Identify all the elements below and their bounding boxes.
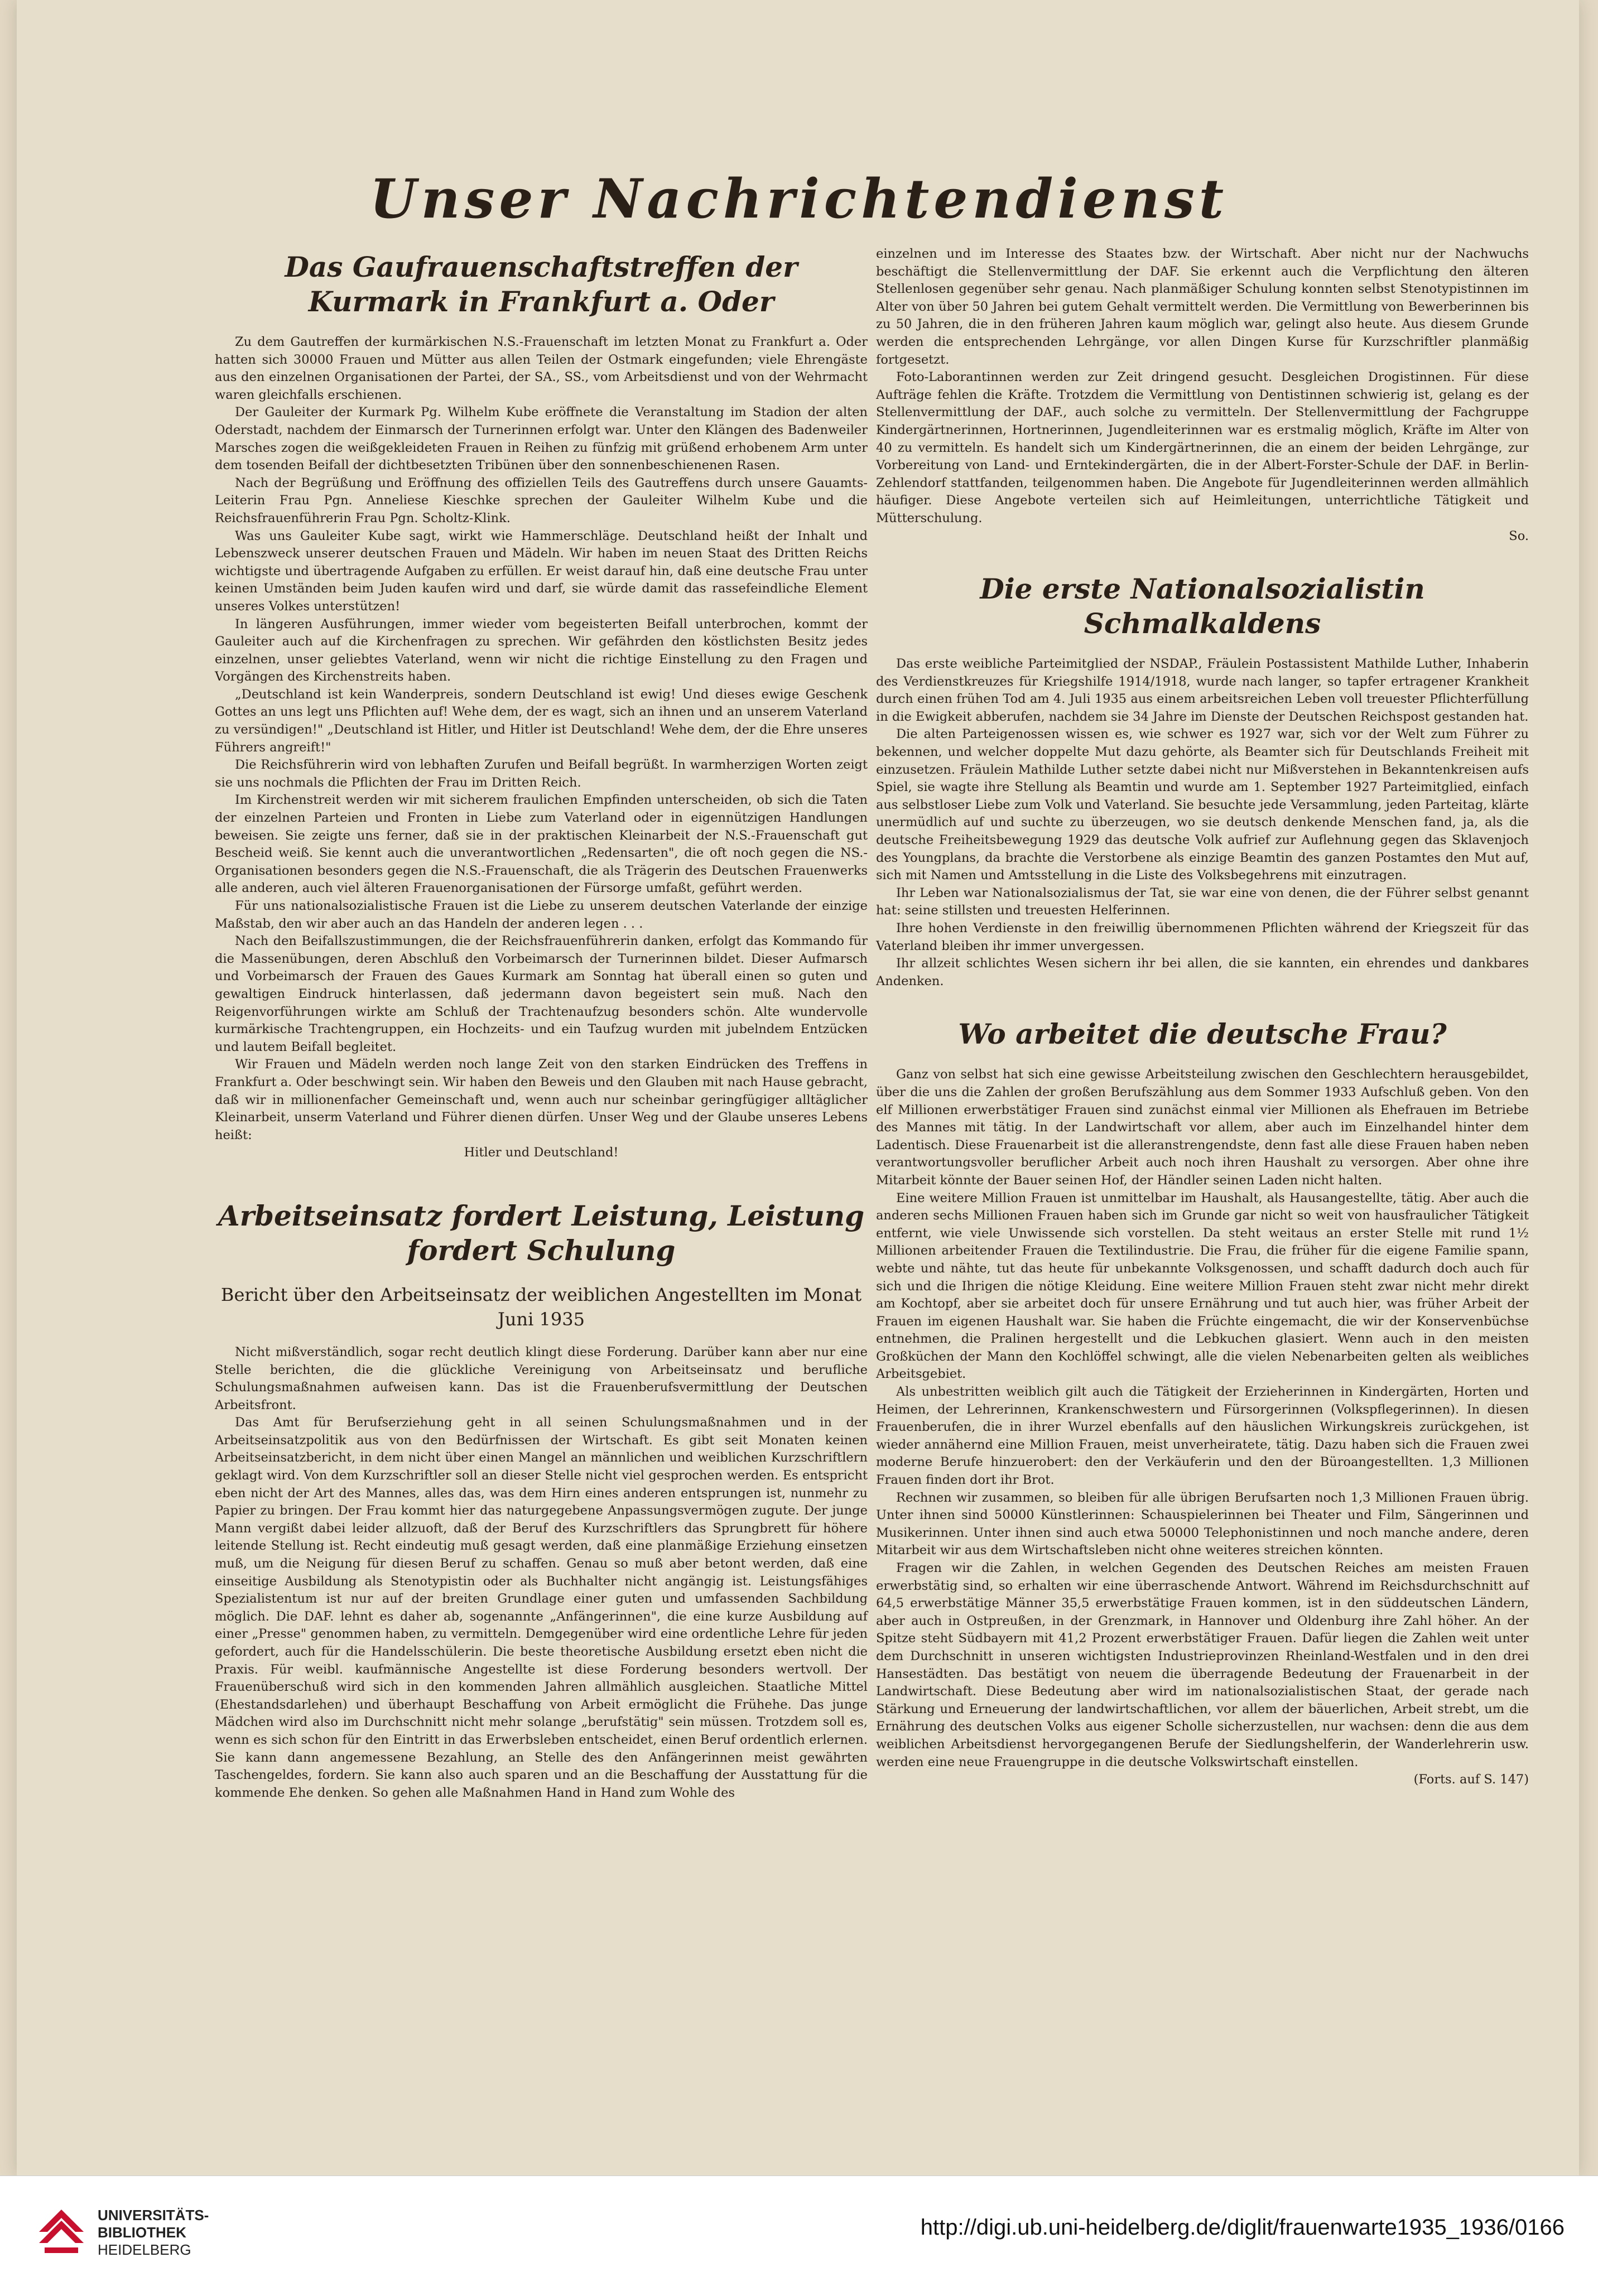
library-name-line: UNIVERSITÄTS-: [98, 2207, 209, 2223]
spacer: [876, 545, 1529, 567]
signature: So.: [1509, 528, 1529, 543]
paragraph: Ihre hohen Verdienste in den freiwillig übernommenen Pflichten während der Kriegszeit für das Vaterland bleiben ihr immer unvergessen.: [876, 921, 1529, 953]
left-column: [215, 245, 868, 1802]
article-title-gaufrauenschaftstreffen: Das Gaufrauenschaftstreffen der Kurmark in Frankfurt a. Oder: [285, 250, 798, 318]
paragraph: Für uns nationalsozialistische Frauen ist die Liebe zu unserem deutschen Vaterlande der einzige Maßstab, den wir aber auch an das Handeln der anderen legen . . .: [215, 899, 868, 931]
article-subtitle: Bericht über den Arbeitseinsatz der weiblichen Angestellten im Monat Juni 1935: [220, 1284, 862, 1330]
continuation-note: (Forts. auf S. 147): [1413, 1772, 1529, 1787]
paragraph: Ihr allzeit schlichtes Wesen sichern ihr bei allen, die sie kannten, ein ehrendes und dankbares Andenken.: [876, 956, 1529, 988]
paragraph: Nach den Beifallszustimmungen, die der Reichsfrauenführerin danken, erfolgt das Kommando für die Massenübungen, deren Abschluß den Vorbeimarsch der Turnerinnen bildet. Dieser Aufmarsch und Vorbeimarsch der Frauen des Gaues Kurmark am Sonntag hat überall einen so guten und gewaltigen Eindruck hinterlassen, daß jedermann davon begeistert sein muß. Nach den Reigenvorführungen wirkte am Schluß der Trachtenaufzug besonders schön. Alte wundervolle kurmärkische Trachtengruppen, ein Hochzeits- und ein Taufzug wurden mit jubelndem Entzücken und lautem Beifall begleitet.: [215, 934, 868, 1054]
paragraph: „Deutschland ist kein Wanderpreis, sondern Deutschland ist ewig! Und dieses ewige Geschenk Gottes an uns legt uns Pflichten auf! Wehe dem, der es wagt, sich an ihnen und an unserem Vaterland zu versündigen!" „Deutschland ist Hitler, und Hitler ist Deutschland! Wehe dem, der die Ehre unseres Führers angreift!": [215, 687, 868, 755]
right-column: [876, 245, 1529, 1789]
library-name: [98, 2207, 209, 2259]
paragraph: Was uns Gauleiter Kube sagt, wirkt wie Hammerschläge. Deutschland heißt der Inhalt und Lebenszweck unserer deutschen Frauen und Mädeln. Wir haben im neuen Staat des Dritten Reichs wichtigste und übertragende Aufgaben zu erfüllen. Er weist darauf hin, daß eine deutsche Frau unter keinen Umständen beim Juden kaufen wird und darf, sie würde damit das rassefeindliche Element unseres Volkes unterstützen!: [215, 528, 868, 614]
paragraph: Als unbestritten weiblich gilt auch die Tätigkeit der Erzieherinnen in Kindergärten, Horten und Heimen, der Lehrerinnen, Krankenschwestern und Fürsorgerinnen (Volkspflegerinnen). In diesen Frauenberufen, die in ihrer Wurzel ebenfalls auf den häuslichen Wirkungskreis zurückgehen, ist wieder annähernd eine Million Frauen, meist unverheiratete, tätig. Dazu haben sich die Frauen zwei moderne Berufe hinzuerobert: den der Verkäuferin und den der Büroangestellten. 1,3 Millionen Frauen finden dort ihr Brot.: [876, 1385, 1529, 1488]
paragraph: einzelnen und im Interesse des Staates bzw. der Wirtschaft. Aber nicht nur der Nachwuchs beschäftigt die Stellenvermittlung der DAF. Sie erkennt auch die Verpflichtung den älteren Stellenlosen gegenüber sehr genau. Nach planmäßiger Schulung konnten selbst Stenotypistinnen im Alter von über 50 Jahren bei gutem Gehalt vermittelt werden. Die Vermittlung von Bewerberinnen bis zu 50 Jahren, die in den früheren Jahren kaum möglich war, gelingt also heute. Aus diesem Grunde werden die entsprechenden Lehrgänge, vor allen Dingen Kurse für Kurzschriftler planmäßig fortgesetzt.: [876, 247, 1529, 367]
library-name-line: BIBLIOTHEK: [98, 2224, 186, 2241]
paragraph: Nach der Begrüßung und Eröffnung des offiziellen Teils des Gautreffens durch unsere Gauamts-Leiterin Frau Pgn. Anneliese Kieschke sprechen der Gauleiter Wilhelm Kube und die Reichsfrauenführerin Frau Pgn. Scholtz-Klink.: [215, 475, 868, 525]
spacer: [215, 1162, 868, 1194]
article-title-arbeitseinsatz: Arbeitseinsatz fordert Leistung, Leistung fordert Schulung: [218, 1199, 865, 1267]
paragraph: Eine weitere Million Frauen ist unmittelbar im Haushalt, als Hausangestellte, tätig. Aber auch die anderen sechs Millionen Frauen haben sich im Grunde gar nicht so weit von hausfraulicher Tätigkeit entfernt, wie viele Unwissende sich vorstellen. Da steht weitaus an erster Stelle mit rund 1½ Millionen arbeitender Frauen die Textilindustrie. Die Frau, die früher für die eigene Familie spann, webte und nähte, tut das heute für unbekannte Volksgenossen, und schafft dadurch doch auch für sich und die Ihrigen die nötige Kleidung. Eine weitere Million Frauen steht zwar nicht mehr direkt am Kochtopf, aber sie arbeitet doch für unsere Ernährung und tut auch hier, was früher Arbeit der Frauen im eigenen Haushalt war. Sie haben die Früchte eingemacht, die wir der Konservenbüchse entnehmen, die Pralinen hergestellt und die Lebkuchen glasiert. Wenn auch in den meisten Großküchen der Mann den Kochlöffel schwingt, alle die vielen Nebenarbeiten gelten als weibliches Arbeitsgebiet.: [876, 1190, 1529, 1382]
paragraph: Die Reichsführerin wird von lebhaften Zurufen und Beifall begrüßt. In warmherzigen Worten zeigt sie uns nochmals die Pflichten der Frau im Dritten Reich.: [215, 758, 868, 790]
library-name-line: HEIDELBERG: [98, 2241, 191, 2258]
paragraph: Die alten Parteigenossen wissen es, wie schwer es 1927 war, sich vor der Welt zum Führer zu bekennen, und welcher doppelte Mut dazu gehörte, als Beamter sich für Deutschlands Freiheit mit einzusetzen. Fräulein Mathilde Luther setzte dabei nicht nur Mißverstehen in Bekanntenkreisen aufs Spiel, sie wagte ihre Stellung als Beamtin und wurde am 1. September 1927 Parteimitglied, einfach aus selbstloser Liebe zum Volk und Vaterland. Sie besuchte jede Versammlung, jeden Parteitag, klärte unermüdlich auf und suchte zu überzeugen, wo sie deutsch denkende Menschen fand, ja, als die deutsche Freiheitsbewegung 1929 das deutsche Volk aufrief zur Auflehnung gegen das Sklavenjoch des Youngplans, da brachte die Verstorbene als einzige Beamtin des ganzen Postamtes den Mut auf, sich mit Namen und Amtsstellung in die Liste des Volksbegehrens mit einzutragen.: [876, 727, 1529, 883]
paragraph: Der Gauleiter der Kurmark Pg. Wilhelm Kube eröffnete die Veranstaltung im Stadion der alten Oderstadt, nachdem der Einmarsch der Turnerinnen erfolgt war. Unter den Klängen des Badenweiler Marsches zogen die weißgekleideten Frauen in Reihen zu fünfzig mit grüßend erhobenem Arm unter dem tosenden Beifall der dichtbesetzten Tribünen über den sonnenbeschienenen Rasen.: [215, 405, 868, 473]
permalink-url[interactable]: http://digi.ub.uni-heidelberg.de/diglit/frauenwarte1935_1936/0166: [920, 2215, 1565, 2240]
paragraph: In längeren Ausführungen, immer wieder vom begeisterten Beifall unterbrochen, kommt der Gauleiter auch auf die Kirchenfragen zu sprechen. Wir gefährden den köstlichsten Besitz jedes einzelnen, unser geliebtes Vaterland, wenn wir nicht die richtige Einstellung zu den Fragen und Vorgängen des Kirchenstreits haben.: [215, 616, 868, 684]
paragraph: Zu dem Gautreffen der kurmärkischen N.S.-Frauenschaft im letzten Monat zu Frankfurt a. Oder hatten sich 30000 Frauen und Mütter aus allen Teilen der Ostmark eingefunden; viele Ehrengäste aus den einzelnen Organisationen der Partei, der SA., SS., vom Arbeitsdienst und von der Wehrmacht waren gleichfalls erschienen.: [215, 335, 868, 402]
paragraph: Ihr Leben war Nationalsozialismus der Tat, sie war eine von denen, die der Führer selbst genannt hat: seine stillsten und treuesten Helferinnen.: [876, 885, 1529, 918]
paragraph: Im Kirchenstreit werden wir mit sicherem fraulichen Empfinden unterscheiden, ob sich die Taten der einzelnen Parteien und Fronten in Liebe zum Vaterland oder in eigennützigen Handlungen beweisen. Sie zeigte uns ferner, daß sie in der praktischen Kleinarbeit der N.S.-Frauenschaft gut Bescheid weiß. Sie kennt auch die unverantwortlichen „Redensarten", die oft noch gegen die NS.-Organisationen besonders gegen die N.S.-Frauenschaft, die als Trägerin des Deutschen Frauenwerks alle anderen, auch viel älteren Frauenorganisationen der Fürsorge umfaßt, geführt werden.: [215, 793, 868, 896]
page-title: Unser Nachrichtendienst: [369, 167, 1229, 230]
paragraph: Rechnen wir zusammen, so bleiben für alle übrigen Berufsarten noch 1,3 Millionen Frauen übrig. Unter ihnen sind 50000 Künstlerinnen: Schauspielerinnen bei Theater und Film, Sängerinnen und Musikerinnen. Unter ihnen sind auch etwa 50000 Telephonistinnen und noch manche andere, deren Mitarbeit wir aus dem Wirtschaftsleben nicht ohne weiteres streichen könnten.: [876, 1490, 1529, 1558]
paragraph: Wir Frauen und Mädeln werden noch lange Zeit von den starken Eindrücken des Treffens in Frankfurt a. Oder beschwingt sein. Wir haben den Beweis und den Glauben mit nach Hause gebracht, daß wir in millionenfacher Gemeinschaft und, wenn auch nur scheinbar geringfügiger alltäglicher Kleinarbeit, unserm Vaterland und Führer dienen dürfen. Unser Weg und der Glaube unseres Lebens heißt:: [215, 1057, 868, 1142]
paragraph: Fragen wir die Zahlen, in welchen Gegenden des Deutschen Reiches am meisten Frauen erwerbstätig sind, so erhalten wir eine überraschende Antwort. Während im Reichsdurchschnitt auf 64,5 erwerbstätige Männer 35,5 erwerbstätige Frauen kommen, ist in den süddeutschen Ländern, aber auch in Ostpreußen, in der Grenzmark, in Hannover und Oldenburg ihre Zahl höher. An der Spitze steht Südbayern mit 41,2 Prozent erwerbstätiger Frauen. Dafür liegen die Zahlen weit unter dem Durchschnitt in unseren wichtigsten Industrieprovinzen Rheinland-Westfalen und in den drei Hansestädten. Das bestätigt von neuem die überragende Bedeutung der Frauenarbeit in der Landwirtschaft. Diese Bedeutung aber wird im nationalsozialistischen Staat, der gerade nach Stärkung und Erneuerung der landwirtschaftlichen, vor allem der bäuerlichen, Arbeit strebt, um die Ernährung des deutschen Volks aus eigener Scholle sicherzustellen, nur wachsen: denn die aus dem weiblichen Arbeitsdienst hervorgegangenen Berufe der Siedlungshelferin, der Wanderlehrerin usw. werden eine neue Frauengruppe in die deutsche Volkswirtschaft einstellen.: [876, 1561, 1529, 1769]
article-title-nationalsozialistin: Die erste Nationalsozialistin Schmalkaldens: [980, 572, 1425, 640]
closing-line: Hitler und Deutschland!: [464, 1145, 619, 1160]
paragraph: Das Amt für Berufserziehung geht in all seinen Schulungsmaßnahmen und in der Arbeitseinsatzpolitik aus von den Bedürfnissen der Wirtschaft. Es gibt seit Monaten keinen Arbeitseinsatzbericht, in dem nicht über einen Mangel an männlichen und weiblichen Kurzschriftlern geklagt wird. Von dem Kurzschriftler soll an dieser Stelle nicht viel gesprochen werden. Es entspricht eben nicht der Art des Mannes, alles das, was dem Hirn eines anderen entsprungen ist, nunmehr zu Papier zu bringen. Der Frau kommt hier das naturgegebene Anpassungsvermögen zugute. Der junge Mann vergißt dabei leider allzuoft, daß der Beruf des Kurzschriftlers das Sprungbrett für höhere leitende Stellung ist. Recht eindeutig muß gesagt werden, daß eine planmäßige Erziehung einsetzen muß, um die Neigung für diesen Beruf zu schaffen. Genau so muß aber betont werden, daß eine einseitige Ausbildung als Stenotypistin oder als Buchhalter nicht angängig ist. Leistungsfähiges Spezialistentum ist nur auf der breiten Grundlage einer guten und umfassenden Sachbildung möglich. Die DAF. lehnt es daher ab, sogenannte „Anfängerinnen", die eine kurze Ausbildung auf einer „Presse" genommen haben, zu vermitteln. Demgegenüber wird eine ordentliche Lehre für jeden gefordert, auch für die Handelsschülerin. Die beste theoretische Ausbildung ersetzt eben nicht die Praxis. Für weibl. kaufmännische Angestellte ist diese Forderung besonders wertvoll. Der Frauenüberschuß wird sich in den kommenden Jahren allmählich ausgleichen. Staatliche Mittel (Ehestandsdarlehen) und überhaupt Beschaffung von Arbeit ermöglicht die Frühehe. Das junge Mädchen wird also im Durchschnitt nicht mehr solange „berufstätig" sein müssen. Trotzdem soll es, wenn es sich schon für den Eintritt in das Erwerbsleben entscheidet, einen Beruf ordentlich erlernen. Sie kann dann angemessene Bezahlung, an Stelle des den Anfängerinnen meist gewährten Taschengeldes, fordern. Sie kann also auch sparen und an die Beschaffung der Ausstattung für die kommende Ehe denken. So gehen alle Maßnahmen Hand in Hand zum Wohle des: [215, 1415, 868, 1800]
paragraph: Nicht mißverständlich, sogar recht deutlich klingt diese Forderung. Darüber kann aber nur eine Stelle berichten, die die glückliche Vereinigung von Arbeitseinsatz und berufliche Schulungsmaßnahmen aufweisen kann. Das ist die Frauenberufsvermittlung der Deutschen Arbeitsfront.: [215, 1344, 868, 1412]
university-library-logo-icon: [33, 2204, 89, 2260]
spacer: [876, 990, 1529, 1012]
article-title-wo-arbeitet: Wo arbeitet die deutsche Frau?: [958, 1017, 1447, 1051]
digitization-footer: [0, 2176, 1598, 2296]
paragraph: Ganz von selbst hat sich eine gewisse Arbeitsteilung zwischen den Geschlechtern herausgebildet, über die uns die Zahlen der großen Berufszählung aus dem Sommer 1933 Aufschluß geben. Von den elf Millionen erwerbstätiger Frauen sind zunächst einmal vier Millionen als Ehefrauen im Betriebe des Mannes mit tätig. In der Landwirtschaft vor allem, aber auch im Einzelhandel hinter dem Ladentisch. Diese Frauenarbeit ist die alleranstrengendste, denn fast alle diese Frauen haben neben verantwortungsvoller beruflicher Arbeit auch noch ihren Haushalt zu versorgen. Aber ohne ihre Mitarbeit könnte der Bauer seinen Hof, der Händler seinen Laden nicht halten.: [876, 1067, 1529, 1188]
paragraph: Foto-Laborantinnen werden zur Zeit dringend gesucht. Desgleichen Drogistinnen. Für diese Aufträge fehlen die Kräfte. Trotzdem die Vermittlung von Dentistinnen schwierig ist, gelang es der Stellenvermittlung der DAF., auch solche zu vermitteln. Der Stellenvermittlung der Fachgruppe Kindergärtnerinnen, Hortnerinnen, Jugendleiterinnen war es erstmalig möglich, Kräfte im Alter von 40 zu vermitteln. Es handelt sich um Kindergärtnerinnen, die an einem der beiden Lehrgänge, zur Vorbereitung von Land- und Erntekindergärten, die in der Albert-Forster-Schule der DAF. in Berlin-Zehlendorf stattfanden, teilgenommen haben. Die Angebote für Jugendleiterinnen werden allmählich häufiger. Diese Angebote verteilen sich auf Heimleitungen, unterrichtliche Tätigkeit und Mütterschulung.: [876, 370, 1529, 525]
paragraph: Das erste weibliche Parteimitglied der NSDAP., Fräulein Postassistent Mathilde Luther, Inhaberin des Verdienstkreuzes für Kriegshilfe 1914/1918, wurde nach langer, so tapfer ertragener Krankheit durch einen frühen Tod am 4. Juli 1935 aus einem arbeitsreichen Leben voll treuester Pflichterfüllung in die Ewigkeit abberufen, nachdem sie 34 Jahre im Dienste der Deutschen Reichspost gestanden hat.: [876, 657, 1529, 724]
